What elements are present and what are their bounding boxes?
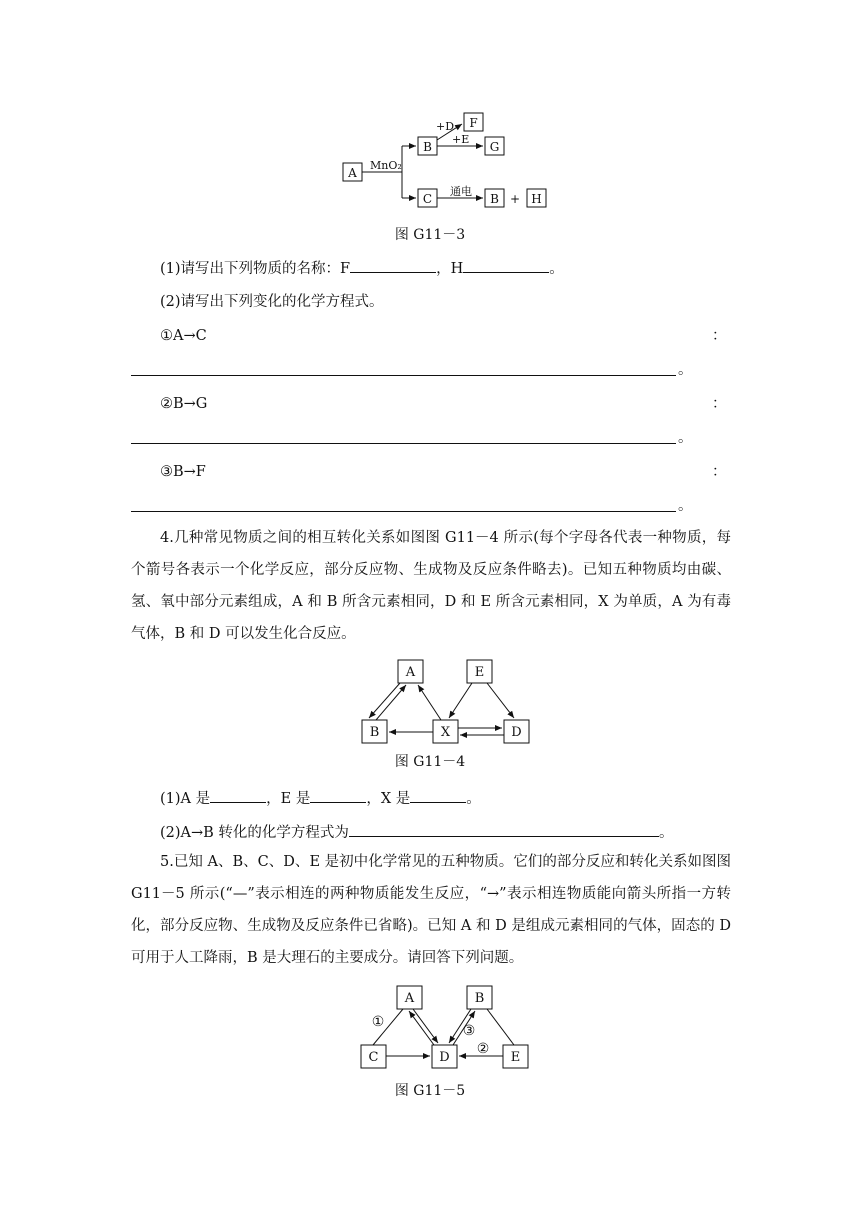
q4-part1-text-a: (1)A 是 [160,791,211,807]
q3-item-b-g-colon: ： [712,396,727,412]
fig4-label-a: A [405,665,416,680]
q4-part2-text: (2)A→B 转化的化学方程式为 [160,825,349,841]
fig3-label-g: G [489,140,500,154]
fig4-label-x: X [440,725,451,740]
q3-item-a-c-period: 。 [678,362,693,378]
q3-item-a-c: ①A→C [160,328,207,344]
fig3-edge-a-branch [362,146,402,198]
answer-blank-e[interactable] [310,788,366,803]
fig3-caption: 图 G11－3 [394,227,466,243]
q3-item-b-f-period: 。 [678,498,693,514]
answer-line-b-f[interactable] [131,511,676,512]
fig3-label-h: H [531,192,542,206]
fig3-edge-label-plus-e: +E [452,133,470,146]
q4-part1-text-x: ，X 是 [366,791,411,807]
fig3-label-f: F [469,116,478,130]
q3-item-b-f-colon: ： [712,464,727,480]
fig3-edge-label-mno2: MnO₂ [370,159,402,172]
answer-blank-f[interactable] [350,258,436,273]
fig3-label-b2: B [490,192,499,206]
fig5-label-c: C [368,1050,379,1065]
q4-part2 [160,822,760,843]
fig5-reaction-label-1: ① [371,1014,385,1030]
q4-part1-text-e: ，E 是 [266,791,311,807]
answer-line-b-g[interactable] [131,443,676,444]
fig4-edge-e-x [449,683,472,718]
fig3-label-b: B [423,140,432,154]
fig5-edge-a-d [413,1009,438,1043]
q3-item-b-g: ②B→G [160,396,208,412]
fig4-label-d: D [511,725,522,740]
q3-item-a-c-colon: ： [712,328,727,344]
figure-g11-3 [0,0,860,220]
fig5-edge-d-a [409,1011,434,1045]
fig5-edge-b-e [487,1009,514,1045]
fig3-edge-label-electrolysis: 通电 [450,185,472,198]
fig5-reaction-label-2: ② [476,1041,490,1057]
fig4-edge-b-a [376,685,406,720]
q4-paragraph: 4.几种常见物质之间的相互转化关系如图图 G11－4 所示(每个字母各代表一种物质，每个箭号各表示一个化学反应，部分反应物、生成物及反应条件略去)。已知五种物质均由碳、氢、氧中部分元素组成，A 和 B 所含元素相同，D 和 E 所含元素相同，X 为单质，A 为有毒气体，B 和 D 可以发生化合反应。 [131,530,731,642]
q5-paragraph: 5.已知 A、B、C、D、E 是初中化学常见的五种物质。它们的部分反应和转化关系如图图 G11－5 所示(“—”表示相连的两种物质能发生反应，“→”表示相连物质能向箭头所指一方转化，部分反应物、生成物及反应条件已省略)。已知 A 和 D 是组成元素相同的气体，固态的 D 可用于人工降雨，B 是大理石的主要成分。请回答下列问题。 [131,854,731,966]
q3-part1-end: 。 [549,261,564,277]
q4-part1 [160,788,760,809]
fig5-label-e: E [510,1050,521,1065]
q3-item-b-g-period: 。 [678,430,693,446]
fig5-label-b: B [474,991,485,1006]
q4-part2-end: 。 [658,825,674,841]
fig5-label-a: A [404,991,415,1006]
fig5-reaction-label-3: ③ [462,1023,476,1039]
figure-g11-5 [0,982,860,1072]
answer-blank-equation[interactable] [349,822,659,837]
fig4-edge-x-a [418,685,441,720]
fig4-edge-e-d [487,683,514,718]
q3-item-b-f: ③B→F [160,464,206,480]
figure-g11-4 [0,655,860,765]
q3-part2: (2)请写出下列变化的化学方程式。 [160,294,384,310]
fig5-caption: 图 G11－5 [394,1083,466,1099]
fig3-label-a: A [348,166,357,180]
fig4-label-e: E [474,665,485,680]
fig4-label-b: B [369,725,380,740]
fig3-edge-label-plus-d: +D [436,120,455,133]
q4-part1-end: 。 [466,791,481,807]
q3-part1-text-h: ，H [436,261,464,277]
answer-line-a-c[interactable] [131,375,676,376]
fig3-plus-sign: + [509,192,521,206]
answer-blank-x[interactable] [410,788,466,803]
q3-part1 [160,258,760,279]
answer-blank-h[interactable] [463,258,549,273]
fig4-edge-a-b [369,683,400,718]
fig5-label-d: D [439,1050,450,1065]
answer-blank-a[interactable] [210,788,266,803]
fig4-caption: 图 G11－4 [394,754,466,770]
q3-part1-text-f: (1)请写出下列物质的名称：F [160,261,351,277]
fig3-label-c: C [422,192,433,206]
